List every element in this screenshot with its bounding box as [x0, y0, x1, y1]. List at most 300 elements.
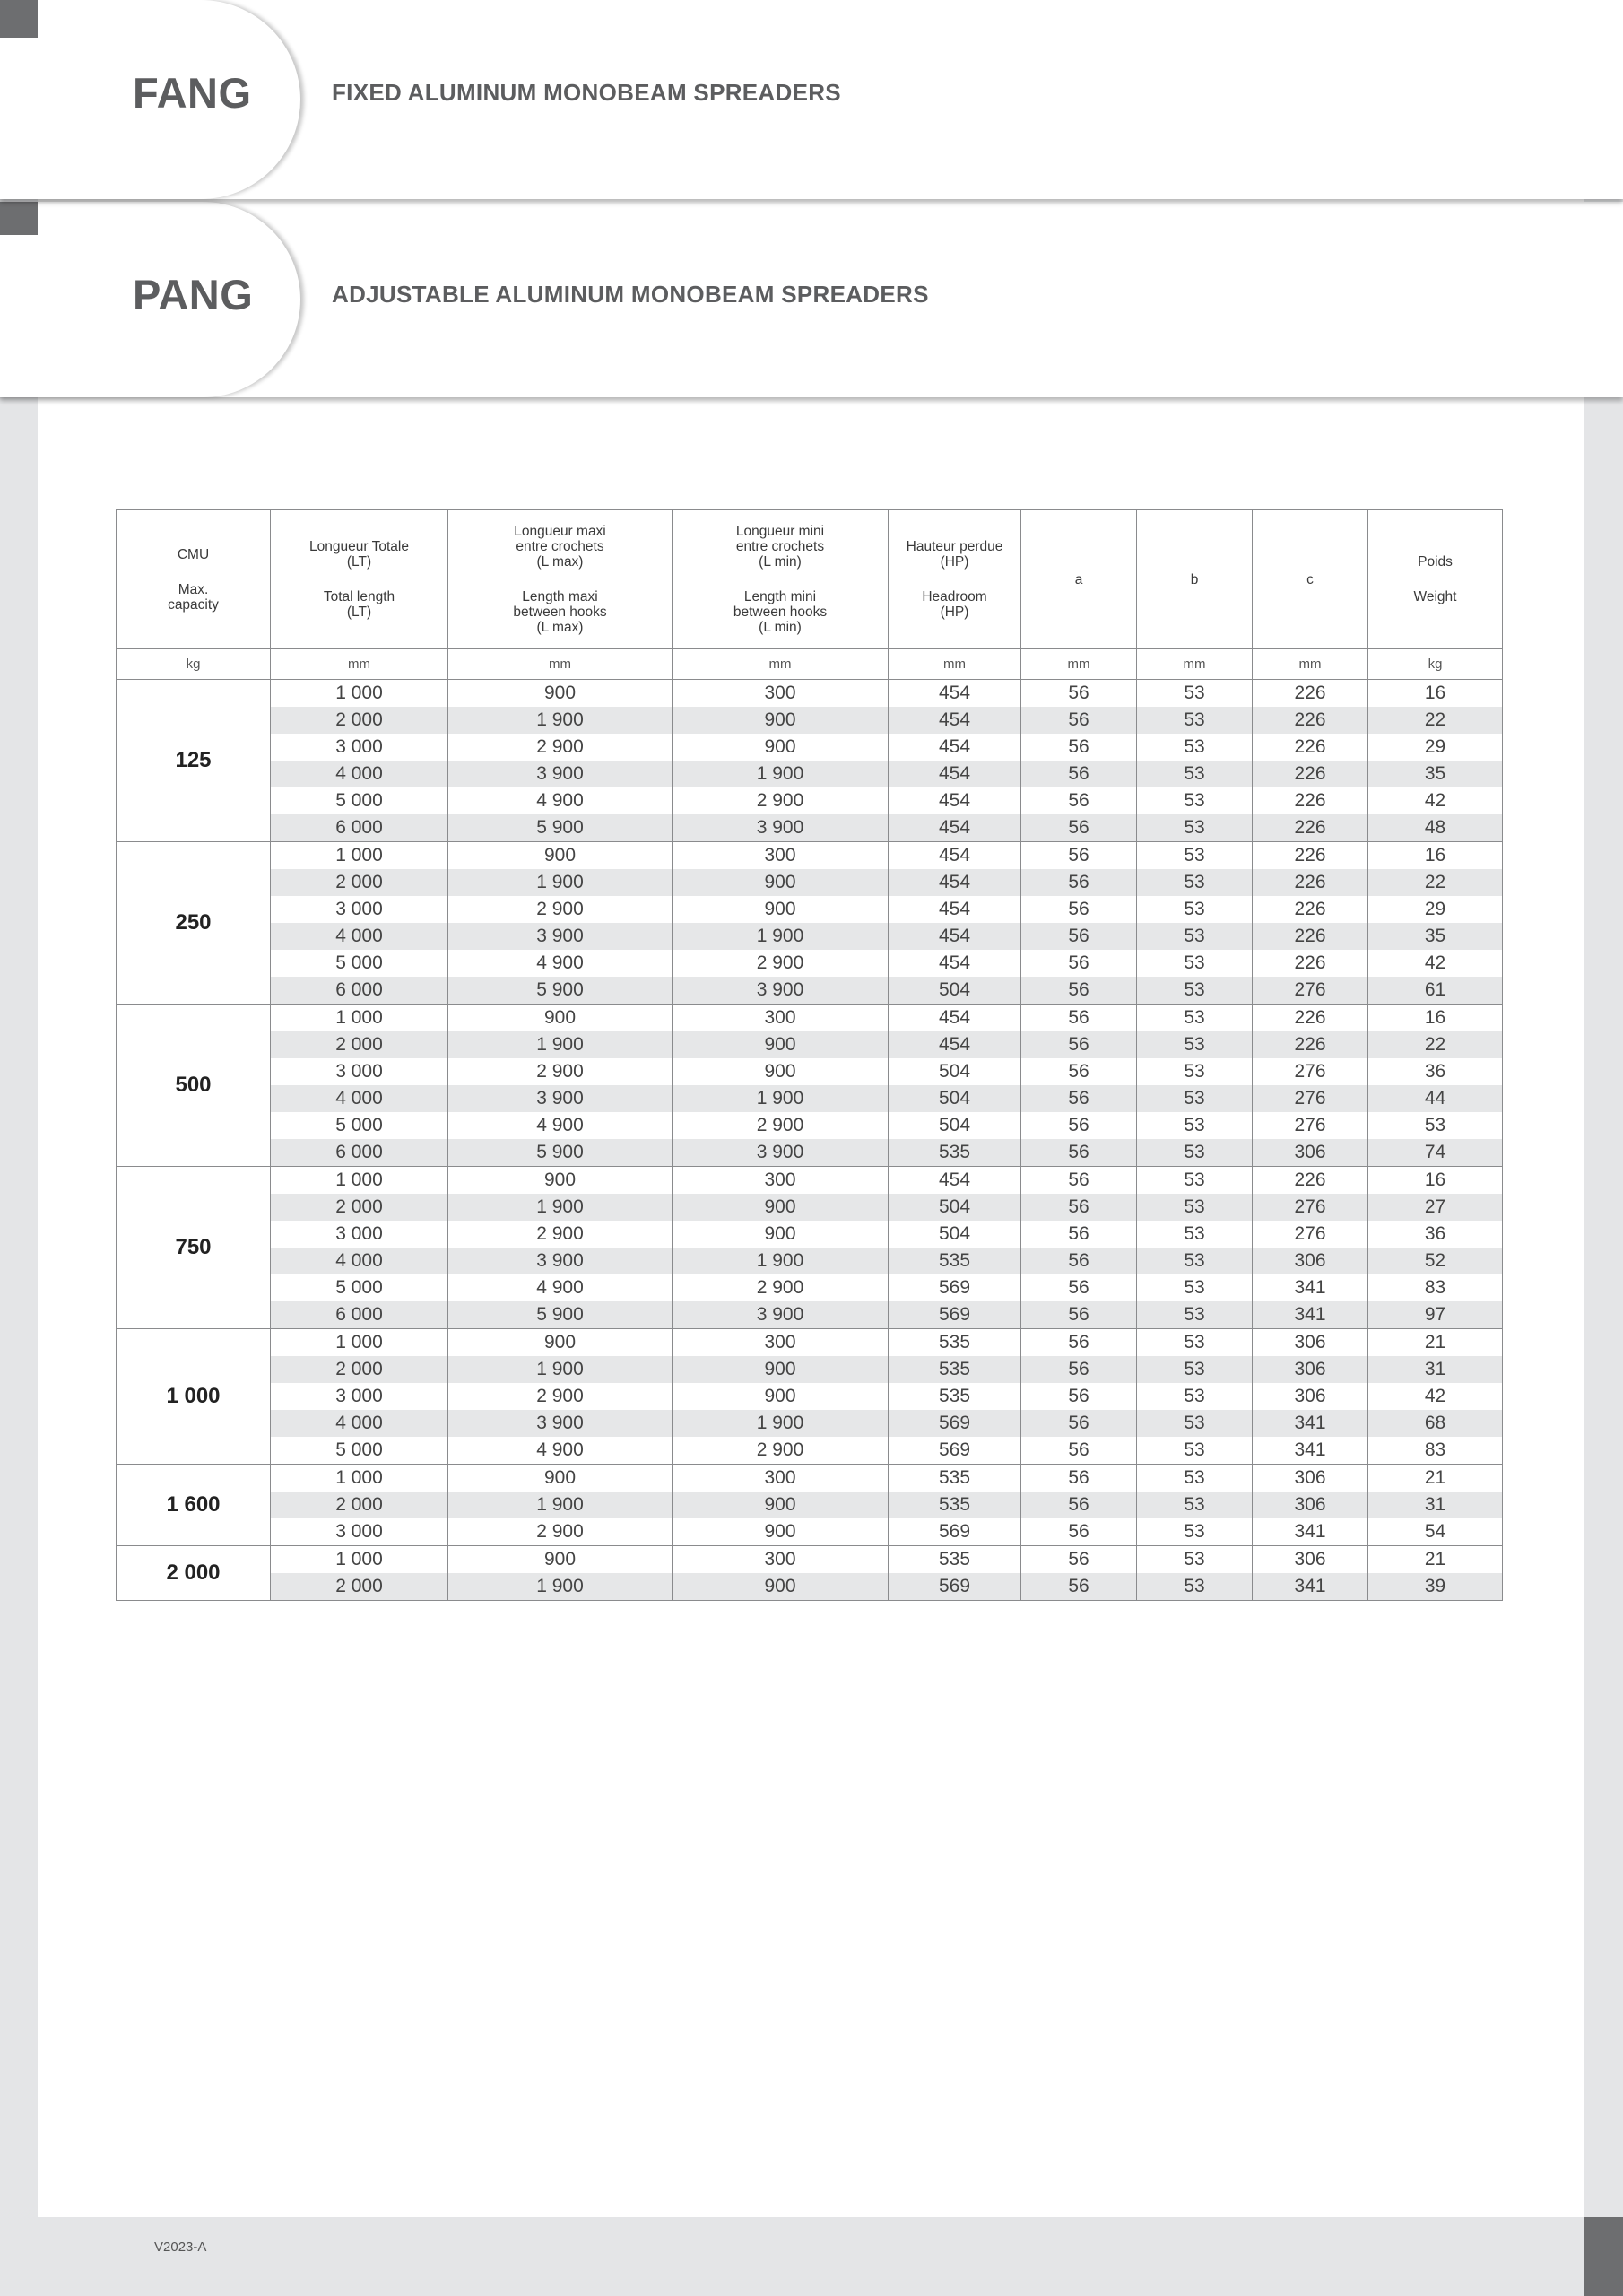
table-cell: 900 — [673, 707, 889, 734]
header-line: Length mini — [743, 589, 817, 604]
table-cell: 300 — [673, 842, 889, 870]
table-row — [117, 869, 1503, 896]
table-cell: 300 — [673, 1329, 889, 1357]
table-cell: 53 — [1137, 1465, 1253, 1492]
table-cell: 56 — [1021, 1085, 1137, 1112]
table-cell: 454 — [889, 1004, 1021, 1032]
table-cell: 900 — [673, 1058, 889, 1085]
table-cell: 53 — [1137, 1194, 1253, 1221]
table-cell: 1 000 — [271, 1329, 448, 1357]
table-cell: 56 — [1021, 707, 1137, 734]
unit-cell: mm — [889, 649, 1021, 680]
table-cell: 276 — [1253, 1194, 1368, 1221]
table-cell: 900 — [448, 1465, 673, 1492]
table-row — [117, 1383, 1503, 1410]
table-cell: 53 — [1137, 1031, 1253, 1058]
table-cell: 42 — [1368, 1383, 1503, 1410]
capacity-cell: 125 — [117, 680, 271, 842]
table-header-row — [117, 510, 1503, 649]
table-cell: 4 000 — [271, 1085, 448, 1112]
table-cell: 97 — [1368, 1301, 1503, 1329]
table-cell: 1 900 — [448, 1573, 673, 1601]
table-cell: 4 900 — [448, 1274, 673, 1301]
table-cell: 53 — [1137, 842, 1253, 870]
table-cell: 56 — [1021, 1465, 1137, 1492]
capacity-cell: 2 000 — [117, 1546, 271, 1601]
table-cell: 504 — [889, 1112, 1021, 1139]
table-cell: 900 — [673, 896, 889, 923]
table-cell: 3 000 — [271, 1058, 448, 1085]
table-row — [117, 761, 1503, 787]
table-cell: 2 900 — [448, 896, 673, 923]
table-cell: 5 000 — [271, 950, 448, 977]
header-pang — [0, 202, 1623, 397]
table-cell: 306 — [1253, 1356, 1368, 1383]
column-header-en — [117, 582, 270, 613]
table-cell: 900 — [448, 1004, 673, 1032]
table-cell: 900 — [673, 1383, 889, 1410]
table-cell: 1 000 — [271, 1167, 448, 1195]
table-cell: 535 — [889, 1465, 1021, 1492]
table-cell: 2 900 — [448, 1518, 673, 1546]
table-cell: 535 — [889, 1546, 1021, 1574]
table-row — [117, 950, 1503, 977]
table-cell: 276 — [1253, 1058, 1368, 1085]
table-cell: 56 — [1021, 1248, 1137, 1274]
table-row — [117, 707, 1503, 734]
column-header-en — [673, 589, 888, 635]
table-cell: 454 — [889, 896, 1021, 923]
table-cell: 2 000 — [271, 1031, 448, 1058]
table-cell: 535 — [889, 1492, 1021, 1518]
table-row — [117, 1492, 1503, 1518]
table-cell: 900 — [673, 1221, 889, 1248]
grey-square — [0, 0, 38, 38]
table-cell: 1 900 — [448, 869, 673, 896]
table-cell: 54 — [1368, 1518, 1503, 1546]
table-cell: 53 — [1137, 1167, 1253, 1195]
table-cell: 3 900 — [673, 814, 889, 842]
table-row — [117, 1112, 1503, 1139]
table-row — [117, 923, 1503, 950]
table-cell: 56 — [1021, 977, 1137, 1004]
table-cell: 3 900 — [673, 1301, 889, 1329]
unit-cell: mm — [673, 649, 889, 680]
table-cell: 306 — [1253, 1492, 1368, 1518]
table-cell: 226 — [1253, 896, 1368, 923]
table-cell: 16 — [1368, 842, 1503, 870]
table-cell: 5 000 — [271, 1112, 448, 1139]
table-cell: 454 — [889, 1167, 1021, 1195]
table-cell: 56 — [1021, 1274, 1137, 1301]
table-cell: 535 — [889, 1356, 1021, 1383]
table-cell: 4 000 — [271, 923, 448, 950]
table-cell: 900 — [673, 1492, 889, 1518]
table-cell: 22 — [1368, 1031, 1503, 1058]
table-cell: 56 — [1021, 1329, 1137, 1357]
table-cell: 56 — [1021, 1112, 1137, 1139]
table-cell: 504 — [889, 1085, 1021, 1112]
table-row — [117, 1437, 1503, 1465]
capacity-cell: 500 — [117, 1004, 271, 1167]
table-cell: 1 900 — [448, 1492, 673, 1518]
header-line: Longueur maxi — [514, 524, 606, 539]
table-cell: 276 — [1253, 1112, 1368, 1139]
table-cell: 535 — [889, 1248, 1021, 1274]
table-cell: 56 — [1021, 1518, 1137, 1546]
table-row — [117, 842, 1503, 870]
table-cell: 56 — [1021, 1356, 1137, 1383]
table-cell: 3 900 — [448, 1248, 673, 1274]
bottom-band — [0, 2217, 1623, 2296]
table-row — [117, 896, 1503, 923]
table-cell: 53 — [1137, 1112, 1253, 1139]
table-cell: 3 900 — [673, 977, 889, 1004]
units-row — [117, 649, 1503, 680]
table-cell: 36 — [1368, 1058, 1503, 1085]
table-cell: 53 — [1137, 1329, 1253, 1357]
table-cell: 56 — [1021, 869, 1137, 896]
column-header — [117, 510, 271, 649]
table-cell: 504 — [889, 977, 1021, 1004]
table-cell: 504 — [889, 1194, 1021, 1221]
table-cell: 341 — [1253, 1518, 1368, 1546]
table-cell: 35 — [1368, 923, 1503, 950]
table-row — [117, 1004, 1503, 1032]
column-header-fr — [448, 524, 672, 570]
table-cell: 48 — [1368, 814, 1503, 842]
table-cell: 300 — [673, 1167, 889, 1195]
table-cell: 3 900 — [448, 1410, 673, 1437]
table-cell: 56 — [1021, 1194, 1137, 1221]
header-line: (L min) — [759, 554, 802, 570]
table-cell: 53 — [1137, 1248, 1253, 1274]
table-cell: 1 000 — [271, 1465, 448, 1492]
table-cell: 569 — [889, 1573, 1021, 1601]
table-cell: 226 — [1253, 680, 1368, 708]
header-line: (LT) — [346, 604, 372, 620]
table-cell: 454 — [889, 680, 1021, 708]
header-line: Length maxi — [522, 589, 598, 604]
table-cell: 3 000 — [271, 1383, 448, 1410]
header-line: CMU — [177, 546, 210, 562]
table-cell: 16 — [1368, 680, 1503, 708]
table-cell: 504 — [889, 1058, 1021, 1085]
corner-square — [1584, 2217, 1623, 2296]
header-line: Longueur Totale — [309, 539, 409, 554]
table-cell: 569 — [889, 1410, 1021, 1437]
table-cell: 276 — [1253, 1085, 1368, 1112]
column-header — [448, 510, 673, 649]
table-cell: 535 — [889, 1329, 1021, 1357]
table-cell: 454 — [889, 814, 1021, 842]
table-cell: 53 — [1137, 896, 1253, 923]
unit-cell: mm — [1021, 649, 1137, 680]
column-header-fr — [271, 539, 447, 570]
grey-square — [0, 202, 38, 235]
table-cell: 53 — [1368, 1112, 1503, 1139]
table-row — [117, 1274, 1503, 1301]
column-header-fr — [1368, 554, 1502, 570]
table-cell: 56 — [1021, 1167, 1137, 1195]
header-line: (L max) — [536, 620, 584, 635]
table-cell: 1 900 — [448, 1031, 673, 1058]
table-row — [117, 1465, 1503, 1492]
table-row — [117, 680, 1503, 708]
capacity-cell: 750 — [117, 1167, 271, 1329]
table-cell: 306 — [1253, 1546, 1368, 1574]
table-cell: 226 — [1253, 707, 1368, 734]
table-cell: 226 — [1253, 923, 1368, 950]
table-cell: 3 900 — [448, 923, 673, 950]
table-cell: 3 000 — [271, 734, 448, 761]
table-cell: 53 — [1137, 1004, 1253, 1032]
table-cell: 2 900 — [448, 1221, 673, 1248]
table-cell: 2 900 — [673, 787, 889, 814]
table-cell: 31 — [1368, 1356, 1503, 1383]
table-cell: 74 — [1368, 1139, 1503, 1167]
table-cell: 56 — [1021, 1301, 1137, 1329]
table-cell: 4 000 — [271, 1248, 448, 1274]
column-header-en — [1368, 589, 1502, 604]
table-cell: 226 — [1253, 869, 1368, 896]
table-cell: 900 — [673, 1031, 889, 1058]
table-cell: 900 — [448, 1167, 673, 1195]
table-cell: 900 — [448, 1546, 673, 1574]
column-header — [1137, 510, 1253, 649]
table-cell: 29 — [1368, 734, 1503, 761]
table-row — [117, 1546, 1503, 1574]
table-cell: 226 — [1253, 734, 1368, 761]
table-cell: 900 — [448, 842, 673, 870]
table-cell: 226 — [1253, 1031, 1368, 1058]
table-row — [117, 977, 1503, 1004]
table-cell: 53 — [1137, 814, 1253, 842]
table-cell: 53 — [1137, 869, 1253, 896]
table-cell: 53 — [1137, 1410, 1253, 1437]
table-cell: 569 — [889, 1437, 1021, 1465]
table-cell: 454 — [889, 761, 1021, 787]
table-cell: 2 000 — [271, 1492, 448, 1518]
column-header-label: a — [1074, 571, 1083, 587]
table-cell: 53 — [1137, 1356, 1253, 1383]
table-cell: 21 — [1368, 1465, 1503, 1492]
product-code: FANG — [133, 69, 252, 117]
table-cell: 1 000 — [271, 1546, 448, 1574]
table-cell: 56 — [1021, 1410, 1137, 1437]
table-cell: 2 000 — [271, 1194, 448, 1221]
table-cell: 6 000 — [271, 1139, 448, 1167]
table-cell: 42 — [1368, 950, 1503, 977]
capacity-cell: 250 — [117, 842, 271, 1004]
header-line: Headroom — [922, 589, 987, 604]
table-cell: 300 — [673, 1004, 889, 1032]
table-cell: 36 — [1368, 1221, 1503, 1248]
table-cell: 454 — [889, 869, 1021, 896]
table-cell: 53 — [1137, 1437, 1253, 1465]
table-cell: 226 — [1253, 814, 1368, 842]
table-body — [117, 680, 1503, 1601]
table-cell: 53 — [1137, 707, 1253, 734]
table-cell: 56 — [1021, 1383, 1137, 1410]
table-cell: 83 — [1368, 1437, 1503, 1465]
table-cell: 2 000 — [271, 1573, 448, 1601]
table-cell: 2 000 — [271, 869, 448, 896]
table-cell: 535 — [889, 1139, 1021, 1167]
table-cell: 276 — [1253, 1221, 1368, 1248]
header-line: (HP) — [940, 604, 969, 620]
table-cell: 22 — [1368, 707, 1503, 734]
table-cell: 1 900 — [673, 923, 889, 950]
table-cell: 5 900 — [448, 977, 673, 1004]
table-cell: 454 — [889, 734, 1021, 761]
table-cell: 341 — [1253, 1437, 1368, 1465]
version-label: V2023-A — [154, 2239, 207, 2255]
table-cell: 53 — [1137, 923, 1253, 950]
table-cell: 1 900 — [673, 1410, 889, 1437]
table-cell: 341 — [1253, 1410, 1368, 1437]
table-cell: 56 — [1021, 1546, 1137, 1574]
table-cell: 31 — [1368, 1492, 1503, 1518]
table-cell: 2 900 — [673, 1112, 889, 1139]
table-cell: 56 — [1021, 680, 1137, 708]
table-cell: 2 900 — [448, 1058, 673, 1085]
table-cell: 53 — [1137, 977, 1253, 1004]
table-cell: 56 — [1021, 950, 1137, 977]
table-cell: 900 — [673, 869, 889, 896]
table-cell: 53 — [1137, 1058, 1253, 1085]
table-cell: 226 — [1253, 1004, 1368, 1032]
header-line: (HP) — [940, 554, 969, 570]
table-cell: 3 000 — [271, 1221, 448, 1248]
table-cell: 306 — [1253, 1465, 1368, 1492]
table-cell: 535 — [889, 1383, 1021, 1410]
table-cell: 16 — [1368, 1004, 1503, 1032]
table-row — [117, 1329, 1503, 1357]
table-cell: 6 000 — [271, 1301, 448, 1329]
table-cell: 53 — [1137, 1546, 1253, 1574]
table-cell: 53 — [1137, 1085, 1253, 1112]
table-cell: 2 900 — [673, 1274, 889, 1301]
table-row — [117, 1085, 1503, 1112]
table-row — [117, 1194, 1503, 1221]
column-header-label: c — [1306, 571, 1314, 587]
unit-cell: kg — [1368, 649, 1503, 680]
table-cell: 6 000 — [271, 814, 448, 842]
table-cell: 300 — [673, 1465, 889, 1492]
table-cell: 454 — [889, 1031, 1021, 1058]
table-cell: 4 000 — [271, 761, 448, 787]
table-cell: 56 — [1021, 842, 1137, 870]
table-cell: 52 — [1368, 1248, 1503, 1274]
column-header — [1021, 510, 1137, 649]
unit-cell: kg — [117, 649, 271, 680]
column-header — [673, 510, 889, 649]
table-cell: 5 000 — [271, 1437, 448, 1465]
table-cell: 29 — [1368, 896, 1503, 923]
table-cell: 900 — [448, 680, 673, 708]
table-cell: 2 900 — [448, 734, 673, 761]
table-cell: 6 000 — [271, 977, 448, 1004]
table-cell: 1 900 — [673, 1248, 889, 1274]
table-cell: 56 — [1021, 1058, 1137, 1085]
table-cell: 4 900 — [448, 1112, 673, 1139]
table-cell: 53 — [1137, 1139, 1253, 1167]
table-cell: 569 — [889, 1301, 1021, 1329]
table-cell: 35 — [1368, 761, 1503, 787]
table-cell: 1 900 — [448, 1194, 673, 1221]
table-cell: 2 900 — [673, 1437, 889, 1465]
table-cell: 900 — [673, 1356, 889, 1383]
table-cell: 53 — [1137, 1274, 1253, 1301]
header-line: Total length — [323, 589, 395, 604]
column-header-fr — [889, 539, 1020, 570]
header-line: capacity — [168, 596, 219, 613]
table-cell: 226 — [1253, 1167, 1368, 1195]
table-row — [117, 1410, 1503, 1437]
table-cell: 3 900 — [673, 1139, 889, 1167]
table-cell: 226 — [1253, 950, 1368, 977]
table-cell: 39 — [1368, 1573, 1503, 1601]
header-line: (L min) — [759, 620, 802, 635]
table-cell: 53 — [1137, 787, 1253, 814]
spec-table — [116, 509, 1503, 1601]
table-cell: 1 900 — [448, 1356, 673, 1383]
unit-cell: mm — [1137, 649, 1253, 680]
header-line: Max. — [178, 581, 209, 597]
table-cell: 900 — [448, 1329, 673, 1357]
table-cell: 5 000 — [271, 1274, 448, 1301]
table-cell: 53 — [1137, 950, 1253, 977]
table-cell: 53 — [1137, 680, 1253, 708]
table-cell: 56 — [1021, 1573, 1137, 1601]
table-cell: 341 — [1253, 1301, 1368, 1329]
column-header — [1253, 510, 1368, 649]
table-row — [117, 734, 1503, 761]
table-cell: 3 900 — [448, 761, 673, 787]
table-cell: 56 — [1021, 761, 1137, 787]
table-cell: 1 900 — [673, 1085, 889, 1112]
column-header — [271, 510, 448, 649]
table-cell: 341 — [1253, 1274, 1368, 1301]
table-cell: 4 900 — [448, 787, 673, 814]
header-line: entre crochets — [735, 539, 825, 554]
table-cell: 53 — [1137, 1492, 1253, 1518]
table-cell: 504 — [889, 1221, 1021, 1248]
product-code: PANG — [133, 271, 254, 318]
table-cell: 56 — [1021, 1139, 1137, 1167]
table-row — [117, 1248, 1503, 1274]
table-cell: 3 000 — [271, 896, 448, 923]
table-cell: 900 — [673, 1518, 889, 1546]
header-line: Weight — [1413, 589, 1457, 604]
table-cell: 2 000 — [271, 1356, 448, 1383]
table-cell: 276 — [1253, 977, 1368, 1004]
table-cell: 900 — [673, 1573, 889, 1601]
table-cell: 68 — [1368, 1410, 1503, 1437]
table-cell: 5 900 — [448, 1139, 673, 1167]
product-title: FIXED ALUMINUM MONOBEAM SPREADERS — [332, 79, 841, 106]
capacity-cell: 1 600 — [117, 1465, 271, 1546]
table-cell: 1 900 — [673, 761, 889, 787]
table-row — [117, 1167, 1503, 1195]
table-cell: 22 — [1368, 869, 1503, 896]
table-cell: 53 — [1137, 1383, 1253, 1410]
table-cell: 454 — [889, 923, 1021, 950]
table-cell: 4 000 — [271, 1410, 448, 1437]
header-line: Hauteur perdue — [906, 539, 1003, 554]
table-cell: 226 — [1253, 787, 1368, 814]
